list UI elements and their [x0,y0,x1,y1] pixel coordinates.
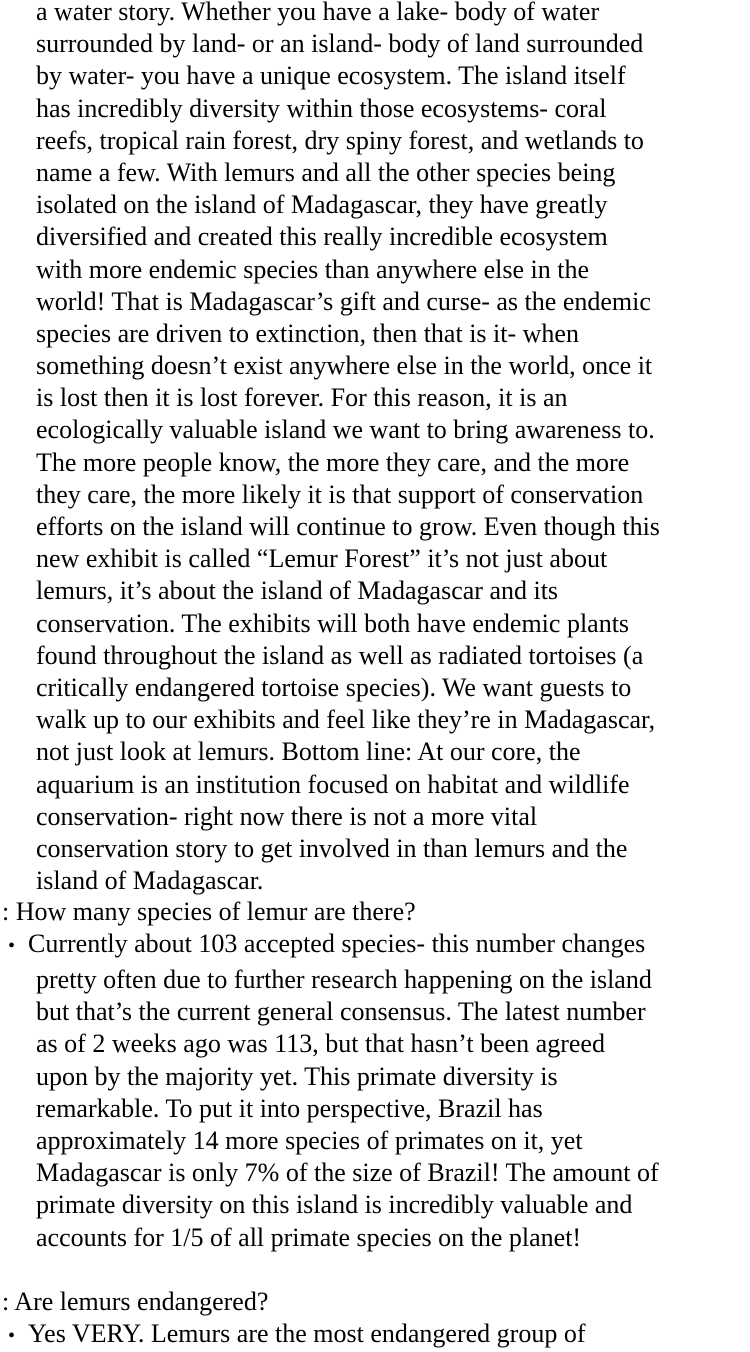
answer-text: Currently about 103 accepted species- this number changes [28,929,646,959]
text-line: as of 2 weeks ago was 113, but that hasn’t been agreed [36,1029,605,1059]
text-line: walk up to our exhibits and feel like they’re in Madagascar, [36,705,656,735]
text-line: island of Madagascar. [36,866,264,896]
text-line: Madagascar is only 7% of the size of Brazil! The amount of [36,1158,659,1188]
text-line: The more people know, the more they care, and the more [36,447,630,477]
text-line: not just look at lemurs. Bottom line: At our core, the [36,737,581,767]
text-line: remarkable. To put it into perspective, Brazil has [36,1093,543,1123]
text-line: name a few. With lemurs and all the other species being [36,157,616,187]
text-line: found throughout the island as well as radiated tortoises (a [36,640,644,670]
text-line: conservation. The exhibits will both have endemic plants [36,608,630,638]
text-line: is lost then it is lost forever. For this reason, it is an [36,383,568,413]
text-line: aquarium is an institution focused on habitat and wildlife [36,769,630,799]
text-line: by water- you have a unique ecosystem. The island itself [36,61,626,91]
bullet-icon: • [8,1325,16,1348]
bullet-icon: • [8,935,16,958]
text-line: approximately 14 more species of primates on it, yet [36,1125,583,1155]
text-line: ecologically valuable island we want to bring awareness to. [36,415,655,445]
text-line: efforts on the island will continue to grow. Even though this [36,512,660,541]
question-text: : How many species of lemur are there? [2,897,416,926]
text-line: species are driven to extinction, then that is it- when [36,318,579,348]
text-line: surrounded by land- or an island- body of land surrounded [36,29,644,59]
faq-question-species [0,896,750,960]
faq-question-endangered [0,1286,750,1350]
text-line: diversified and created this really incredible ecosystem [36,222,608,252]
text-line: they care, the more likely it is that support of conservation [36,479,644,509]
text-line: world! That is Madagascar’s gift and curse- as the endemic [36,286,651,316]
text-line: pretty often due to further research happening on the island [36,965,652,994]
answer-first-line [0,1318,750,1350]
question-text: : Are lemurs endangered? [2,1287,269,1316]
text-line: a water story. Whether you have a lake- body of water [36,0,600,26]
text-line: reefs, tropical rain forest, dry spiny forest, and wetlands to [36,125,644,155]
text-line: isolated on the island of Madagascar, they have greatly [36,190,608,220]
text-line: has incredibly diversity within those ecosystems- coral [36,93,607,123]
answer-paragraph-species [0,964,750,1254]
text-line: conservation- right now there is not a more vital [36,801,538,831]
answer-first-line [0,928,750,960]
text-line: upon by the majority yet. This primate diversity is [36,1061,558,1091]
text-line: primate diversity on this island is incredibly valuable and [36,1190,633,1220]
text-line: conservation story to get involved in than lemurs and the [36,833,628,863]
text-line: new exhibit is called “Lemur Forest” it’s not just about [36,544,608,574]
answer-text: Yes VERY. Lemurs are the most endangered group of [28,1319,586,1349]
text-line: but that’s the current general consensus. The latest number [36,997,646,1027]
text-line: critically endangered tortoise species). We want guests to [36,672,632,702]
text-line: accounts for 1/5 of all primate species on the planet! [36,1222,582,1252]
text-line: lemurs, it’s about the island of Madagascar and its [36,576,559,606]
text-line: with more endemic species than anywhere else in the [36,254,590,284]
text-line: something doesn’t exist anywhere else in the world, once it [36,351,653,381]
